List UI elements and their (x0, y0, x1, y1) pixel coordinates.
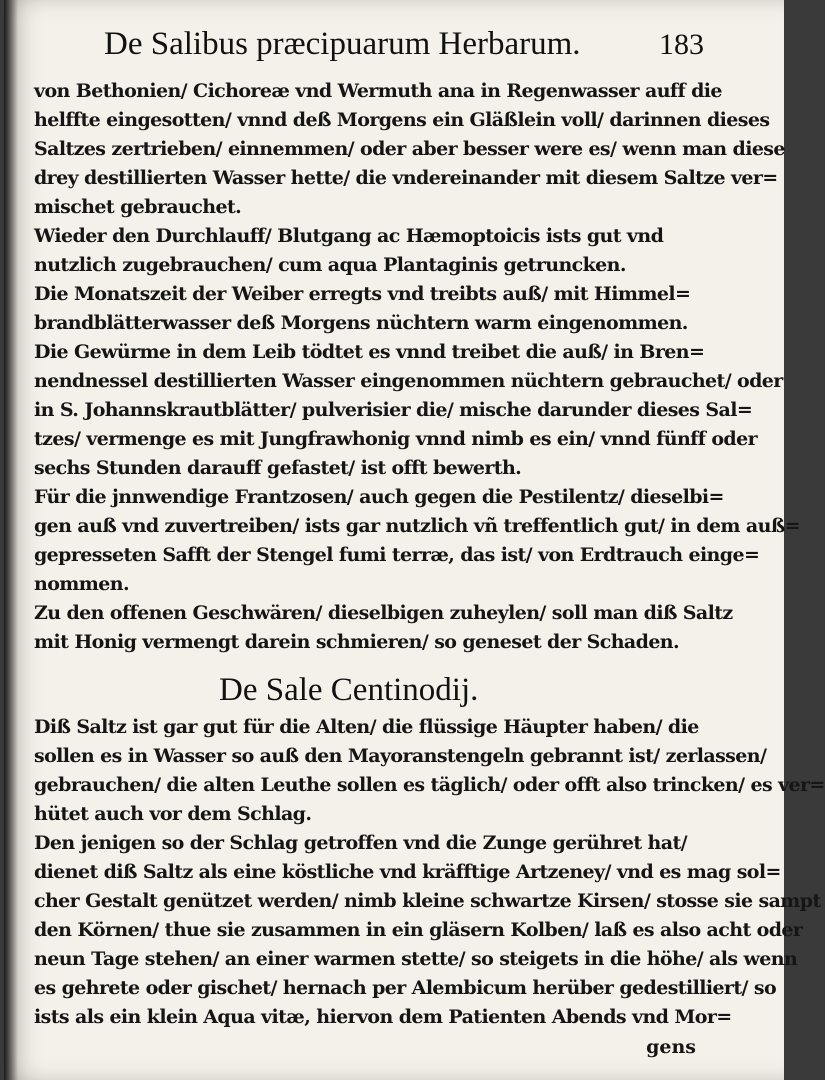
running-title: De Salibus præcipuarum Herbarum. (104, 26, 581, 62)
text-line: in S. Johannskrautblätter/ pulverisier die/ mische darunder dieses Sal= (34, 399, 753, 421)
text-line: helffte eingesotten/ vnnd deß Morgens ein Gläßlein voll/ darinnen dieses (34, 109, 770, 131)
text-line: nommen. (34, 573, 130, 595)
text-line: Die Monatszeit der Weiber erregts vnd treibts auß/ mit Himmel= (34, 283, 691, 305)
text-line: dienet diß Saltz als eine köstliche vnd kräfftige Artzeney/ vnd es mag sol= (34, 861, 781, 883)
text-line: mit Honig vermengt darein schmieren/ so geneset der Schaden. (34, 631, 680, 653)
text-line: gebrauchen/ die alten Leuthe sollen es täglich/ oder offt also trincken/ es ver= (34, 774, 825, 796)
text-line: von Bethonien/ Cichoreæ vnd Wermuth ana in Regenwasser auff die (34, 80, 722, 102)
text-line: Wieder den Durchlauff/ Blutgang ac Hæmoptoicis ists gut vnd (34, 225, 664, 247)
page-number: 183 (659, 28, 704, 61)
text-line: Diß Saltz ist gar gut für die Alten/ die flüssige Häupter haben/ die (34, 716, 699, 738)
text-line: Saltzes zertrieben/ einnemmen/ oder aber besser were es/ wenn man diese (34, 138, 785, 160)
text-line: nendnessel destillierten Wasser eingenommen nüchtern gebrauchet/ oder (34, 370, 783, 392)
text-line: gen auß vnd zuvertreiben/ ists gar nutzlich vñ treffentlich gut/ in dem auß= (34, 515, 801, 537)
text-line: Den jenigen so der Schlag getroffen vnd die Zunge gerühret hat/ (34, 832, 687, 854)
text-line: es gehrete oder gischet/ hernach per Alembicum herüber gedestilliert/ so (34, 977, 777, 999)
text-line: Für die jnnwendige Frantzosen/ auch gegen die Pestilentz/ dieselbi= (34, 486, 724, 508)
text-line: hütet auch vor dem Schlag. (34, 803, 312, 825)
text-line: drey destillierten Wasser hette/ die vndereinander mit diesem Saltze ver= (34, 167, 778, 189)
text-line: tzes/ vermenge es mit Jungfrawhonig vnnd nimb es ein/ vnnd fünff oder (34, 428, 757, 450)
section-heading: De Sale Centinodij. (219, 672, 479, 708)
text-line: sollen es in Wasser so auß den Mayoranstengeln gebrannt ist/ zerlassen/ (34, 745, 767, 767)
text-line: Zu den offenen Geschwären/ dieselbigen zuheylen/ soll man diß Saltz (34, 602, 733, 624)
page-spine-shadow (4, 0, 18, 1080)
text-line: gepresseten Safft der Stengel fumi terræ, das ist/ von Erdtrauch einge= (34, 544, 760, 566)
catchword: gens (646, 1036, 696, 1058)
book-page (4, 0, 825, 1080)
text-line: nutzlich zugebrauchen/ cum aqua Plantaginis getruncken. (34, 254, 626, 276)
text-line: brandblätterwasser deß Morgens nüchtern warm eingenommen. (34, 312, 688, 334)
text-line: mischet gebrauchet. (34, 196, 242, 218)
text-line: den Körnen/ thue sie zusammen in ein gläsern Kolben/ laß es also acht oder (34, 919, 803, 941)
text-line: ists als ein klein Aqua vitæ, hiervon dem Patienten Abends vnd Mor= (34, 1006, 732, 1028)
text-line: Die Gewürme in dem Leib tödtet es vnnd treibet die auß/ in Bren= (34, 341, 705, 363)
text-line: neun Tage stehen/ an einer warmen stette/ so steigets in die höhe/ als wenn (34, 948, 798, 970)
text-line: cher Gestalt genützet werden/ nimb kleine schwartze Kirsen/ stosse sie sampt (34, 890, 821, 912)
running-head (104, 26, 704, 72)
text-line: sechs Stunden darauff gefastet/ ist offt bewerth. (34, 457, 522, 479)
